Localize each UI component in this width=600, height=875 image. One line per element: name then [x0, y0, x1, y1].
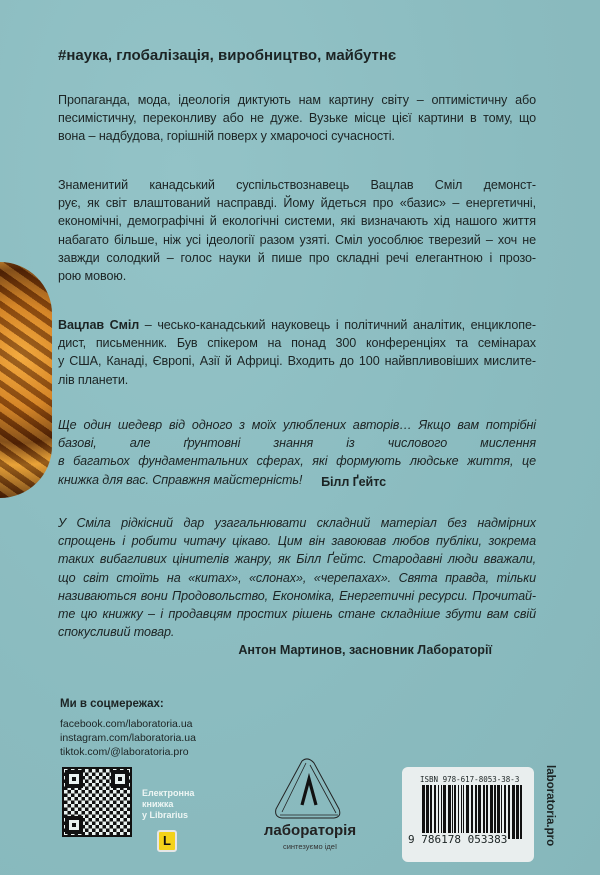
barcode-bar	[461, 785, 462, 839]
social-links	[60, 697, 196, 759]
text-line: що світ стоїть на «китах», «слонах», «черепахах». Свята правда, тільки	[58, 570, 536, 585]
barcode-bar	[454, 785, 456, 839]
qr-code[interactable]	[62, 767, 132, 837]
barcode-bar	[501, 785, 502, 839]
text-line: базові, але ґрунтовні знання із числового мислення	[58, 436, 536, 451]
ebook-line: у Librarius	[142, 810, 189, 820]
barcode-bar	[490, 785, 493, 839]
isbn-number: 9 786178 053383	[408, 833, 508, 846]
cover-illustration-fragment	[0, 262, 52, 498]
author-bio-paragraph	[58, 316, 536, 389]
text-line: завжди солодкий – голос науки й пише про складні речі елегантною і прозо-	[58, 250, 536, 265]
facebook-link[interactable]: facebook.com/laboratoria.ua	[60, 718, 193, 730]
ebook-line: книжка	[142, 799, 174, 809]
barcode-bar	[483, 785, 485, 839]
text-line: песимістичну, переконливу або не дуже. Вузьке місце цієї картини в тому, що	[58, 111, 536, 126]
social-title: Ми в соцмережах:	[60, 698, 164, 710]
text-line: називаються вони Продовольство, Економіка, Енергетичні ресурси. Прочитай-	[58, 588, 536, 603]
description-paragraph	[58, 176, 536, 285]
ebook-line: Електронна	[142, 788, 195, 798]
isbn-label: ISBN 978-617-8053-38-3	[420, 775, 520, 784]
text-line: У Сміла рідкісний дар узагальнювати складний матеріал без надмірних	[58, 516, 536, 530]
text-line: вона – надбудова, горішній поверх у хмарочосі сучасності.	[58, 129, 395, 144]
martynov-quote-author: Антон Мартинов, засновник Лабораторії	[238, 643, 492, 657]
barcode-bar	[463, 785, 464, 839]
barcode	[422, 785, 526, 839]
martynov-quote	[58, 514, 536, 641]
barcode-bar	[443, 785, 446, 839]
barcode-bar	[504, 785, 506, 839]
ebook-librarius-label	[142, 788, 194, 821]
text-line: рою мовою.	[58, 269, 127, 284]
text-line: в багатьох фундаментальних сферах, які формують людське життя, це	[58, 454, 536, 469]
text-line: лів планети.	[58, 372, 129, 387]
barcode-bar	[508, 785, 510, 839]
isbn-barcode-sticker	[402, 767, 534, 862]
publisher-tagline: синтезуємо ідеї	[282, 842, 338, 851]
text-line: таких вибагливих цінителів жанру, як Білл Ґейтс. Стародавні люди вважали,	[58, 552, 536, 567]
text-line: у США, Канаді, Європі, Азії й Африці. Входить до 100 найвпливовіших мислите-	[58, 354, 536, 369]
barcode-bar	[438, 785, 439, 839]
barcode-bar	[516, 785, 519, 839]
barcode-bar	[422, 785, 425, 839]
text-line: спокусливий товар.	[58, 625, 175, 640]
barcode-bar	[486, 785, 488, 839]
barcode-bar	[512, 785, 515, 839]
barcode-bar	[434, 785, 436, 839]
barcode-bar	[458, 785, 459, 839]
laboratoria-logo-icon	[272, 757, 344, 827]
text-line: спрощень і робити читачу цікаво. Цим він завоював любов публіки, зокрема	[58, 534, 536, 549]
text-line: книжка для вас. Справжня майстерність!	[58, 472, 303, 487]
text-line: набагато більше, ніж усі ідеології разом узяті. Сміл уособлює тверезий – хоч не	[58, 232, 536, 247]
text-line: те цю книжку – і продавцям простих рішень стане складніше збути вам свій	[58, 607, 536, 622]
barcode-bar	[466, 785, 469, 839]
barcode-bar	[497, 785, 500, 839]
barcode-bar	[430, 785, 432, 839]
author-name: Вацлав Сміл	[58, 318, 140, 332]
text-fragment: – чесько-канадський науковець і політичний аналітик, енциклопе-	[139, 318, 536, 332]
barcode-bar	[441, 785, 442, 839]
barcode-bar	[471, 785, 473, 839]
text-line: Знаменитий канадський суспільствознавець Вацлав Сміл демонст-	[58, 178, 536, 192]
barcode-bar	[448, 785, 451, 839]
publisher-website[interactable]: laboratoria.pro	[544, 765, 556, 847]
librarius-icon: L	[157, 830, 177, 852]
barcode-bar	[478, 785, 481, 839]
text-line: економічні, демографічні й екологічні системи, які визначають хід нашого життя	[58, 214, 536, 229]
publisher-name: лабораторія	[263, 822, 357, 839]
text-line: Пропаганда, мода, ідеологія диктують нам картину світу – оптимістичну або	[58, 93, 536, 107]
barcode-bar	[520, 785, 522, 839]
intro-paragraph	[58, 91, 536, 146]
tiktok-link[interactable]: tiktok.com/@laboratoria.pro	[60, 746, 189, 758]
gates-quote-author: Білл Ґейтс	[321, 475, 386, 489]
barcode-bar	[475, 785, 477, 839]
barcode-bar	[426, 785, 429, 839]
text-line	[58, 316, 536, 334]
barcode-bar	[494, 785, 496, 839]
headline-tags: #наука, глобалізація, виробництво, майбутнє	[58, 47, 397, 64]
instagram-link[interactable]: instagram.com/laboratoria.ua	[60, 732, 196, 744]
text-line: дист, письменник. Був спікером на понад 300 конференціях та семінарах	[58, 336, 536, 351]
text-line: рує, як світ влаштований насправді. Йому йдеться про «базис» – енергетичні,	[58, 196, 536, 211]
text-line: Ще один шедевр від одного з моїх улюблених авторів… Якщо вам потрібні	[58, 418, 536, 432]
barcode-bar	[452, 785, 453, 839]
